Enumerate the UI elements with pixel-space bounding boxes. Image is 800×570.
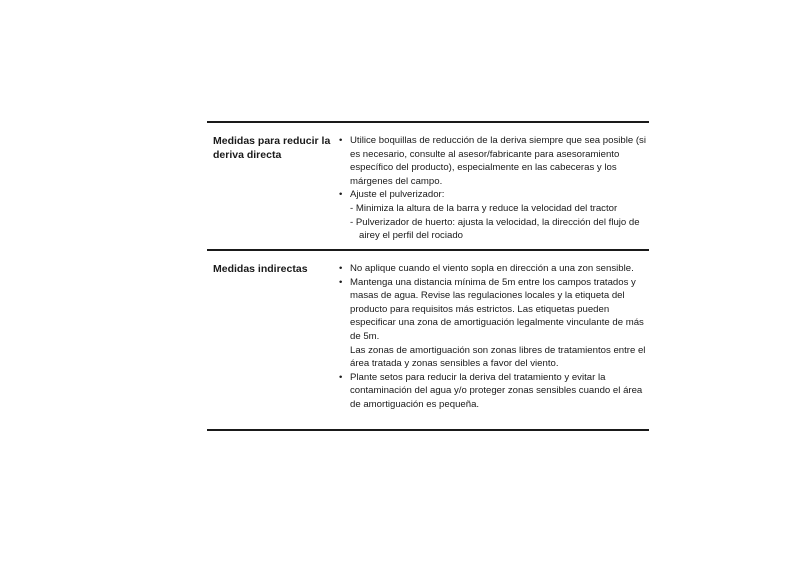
bullet-text: Utilice boquillas de reducción de la deriva siempre que sea posible (si es necesario, consulte al asesor/fabricante para asesoramiento específico del producto), especialmente en las cabeceras y los márgenes del campo. [350,135,646,187]
sub-list [350,202,649,243]
list-item [338,134,649,188]
sub-list-item [350,216,649,243]
row-content [338,134,649,249]
bullet-text: Ajuste el pulverizador: [350,189,445,201]
table-row-indirect [207,249,649,429]
sub-item-text: Minimiza la altura de la barra y reduce la velocidad del tractor [355,202,618,214]
drift-measures-table [207,121,649,431]
bullet-text: Mantenga una distancia mínima de 5m entre los campos tratados y masas de agua. Revise las regulaciones locales y la etiqueta del producto para requisitos más estrictos. Las etiquetas pueden especificar una zona de amortiguación legalmente vinculante de más de 5m. [350,276,644,342]
row-heading: Medidas para reducir la deriva directa [213,135,331,161]
bullet-extra-text: Las zonas de amortiguación son zonas libres de tratamientos entre el área tratada y zonas sensibles a favor del viento. [350,344,646,370]
bullet-text: No aplique cuando el viento sopla en dirección a una zon sensible. [350,263,634,274]
row-heading: Medidas indirectas [213,263,308,275]
sub-list-item [350,202,649,216]
bullet-list [338,262,649,412]
list-item [338,188,649,242]
bullet-text: Plante setos para reducir la deriva del tratamiento y evitar la contaminación del agua y/o proteger zonas sensibles cuando el área de amortiguación es pequeña. [350,371,643,410]
table-row-direct-drift [207,123,649,249]
list-item [338,262,649,276]
list-item [338,276,649,371]
row-content [338,262,649,429]
list-item [338,371,649,412]
sub-item-text: Pulverizador de huerto: ajusta la velocidad, la dirección del flujo de airey el perfil del rociado [355,216,640,242]
bullet-list [338,134,649,243]
